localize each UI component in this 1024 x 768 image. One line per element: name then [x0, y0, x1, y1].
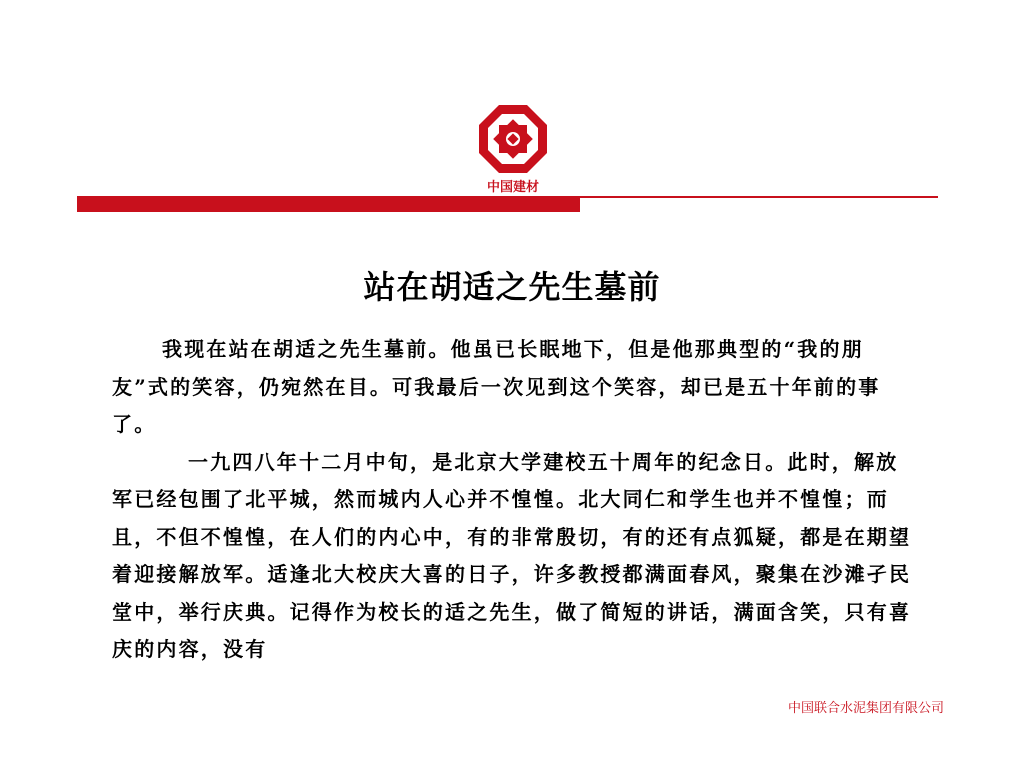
- article-body: [112, 331, 920, 669]
- logo-text: 中国建材: [486, 180, 539, 195]
- company-logo: [478, 104, 548, 174]
- header-red-band: [77, 196, 580, 212]
- header-red-line: [580, 196, 938, 198]
- page-title: 站在胡适之先生墓前: [363, 268, 661, 306]
- paragraph-2: 一九四八年十二月中旬，是北京大学建校五十周年的纪念日。此时，解放军已经包围了北平城，然而城内人心并不惶惶。北大同仁和学生也并不惶惶；而且，不但不惶惶，在人们的内心中，有的非常殷切，有的还有点狐疑，都是在期望着迎接解放军。适逢北大校庆大喜的日子，许多教授都满面春风，聚集在沙滩孑民堂中，举行庆典。记得作为校长的适之先生，做了简短的讲话，满面含笑，只有喜庆的内容，没有: [112, 449, 912, 661]
- footer-company-name: 中国联合水泥集团有限公司: [787, 701, 944, 716]
- paragraph-1: 我现在站在胡适之先生墓前。他虽已长眠地下，但是他那典型的“我的朋友”式的笑容，仍宛然在目。可我最后一次见到这个笑容，却已是五十年前的事了。: [112, 337, 881, 436]
